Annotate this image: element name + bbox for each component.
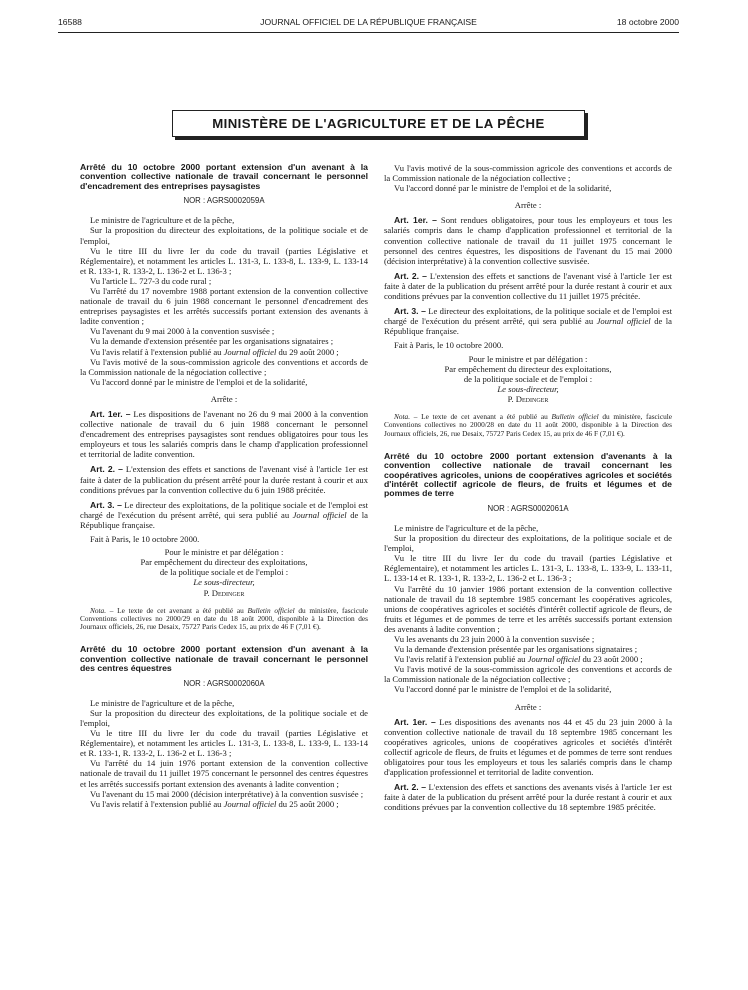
paragraph: Le ministre de l'agriculture et de la pêche, bbox=[90, 215, 235, 226]
paragraph: Vu l'accord donné par le ministre de l'emploi et de la solidarité, bbox=[394, 183, 612, 194]
article-text: de la République française. bbox=[80, 509, 368, 530]
paragraph bbox=[80, 799, 368, 809]
article-text: L'extension des effets et sanctions des avenants visés à l'article 1er est faite à dater de la publication du présent arrêté pour la durée restant à courir et aux conditions prévues par la convention collective du 18 septembre 1985 précitée. bbox=[384, 782, 672, 813]
paragraph: Vu l'article L. 727-3 du code rural ; bbox=[90, 275, 212, 286]
paragraph: Vu la demande d'extension présentée par les organisations signataires ; bbox=[394, 644, 638, 655]
signature-line: Le sous-directeur, bbox=[497, 383, 559, 394]
arrete-heading: Arrête : bbox=[514, 200, 542, 211]
article-3 bbox=[80, 500, 368, 530]
paragraph: Sur la proposition du directeur des exploitations, de la politique sociale et de l'emploi, bbox=[80, 707, 368, 728]
article-1 bbox=[384, 215, 672, 265]
page-number: 16588 bbox=[58, 17, 82, 27]
article-label: Art. 1er. – bbox=[90, 409, 131, 419]
paragraph: Vu la demande d'extension présentée par les organisations signataires ; bbox=[90, 336, 334, 347]
arrete-1-title: Arrêté du 10 octobre 2000 portant extension d'un avenant à la convention collective nationale de travail concernant le personnel d'encadrement des entreprises paysagistes bbox=[80, 162, 368, 191]
running-header bbox=[58, 17, 679, 31]
paragraph: Vu l'arrêté du 17 novembre 1988 portant extension de la convention collective nationale de travail du 6 juin 1988 concernant le personnel d'encadrement des entreprises paysagistes et les arrêtés successifs portant extension des avenants à ladite convention ; bbox=[80, 285, 368, 327]
signature-line: Pour le ministre et par délégation : bbox=[164, 547, 284, 558]
journal-title: JOURNAL OFFICIEL DE LA RÉPUBLIQUE FRANÇAISE bbox=[260, 17, 477, 27]
signature-line: Par empêchement du directeur des exploitations, bbox=[140, 557, 308, 568]
article-1 bbox=[80, 409, 368, 459]
nota bbox=[80, 607, 368, 632]
paragraph: Sur la proposition du directeur des exploitations, de la politique sociale et de l'emploi, bbox=[80, 225, 368, 246]
article-2 bbox=[384, 782, 672, 812]
signatory-name: P. Dedinger bbox=[507, 393, 549, 404]
signature-line: Par empêchement du directeur des exploitations, bbox=[444, 363, 612, 374]
nota-label: Nota. bbox=[90, 605, 107, 615]
article-text: Le directeur des exploitations, de la politique sociale et de l'emploi est chargé de l'exécution du présent arrêté, qui sera publié au bbox=[384, 306, 672, 327]
signatory-name: P. Dedinger bbox=[203, 587, 245, 598]
journal-officiel-ref: Journal officiel bbox=[596, 316, 651, 327]
right-column bbox=[384, 163, 672, 813]
nota-text: – Le texte de cet avenant a été publié au bbox=[106, 605, 248, 615]
nota-text: – Le texte de cet avenant a été publié au bbox=[410, 411, 552, 421]
paragraph: Vu l'avis motivé de la sous-commission agricole des conventions et accords de la Commission nationale de la négociation collective ; bbox=[384, 664, 672, 685]
paragraph: Sur la proposition du directeur des exploitations, de la politique sociale et de l'emploi, bbox=[384, 533, 672, 554]
article-text: de la République française. bbox=[384, 316, 672, 337]
fait-a-paris: Fait à Paris, le 10 octobre 2000. bbox=[90, 534, 200, 545]
arrete-2-nor: NOR : AGRS0002060A bbox=[183, 678, 265, 688]
arrete-heading: Arrête : bbox=[514, 701, 542, 712]
article-2 bbox=[384, 271, 672, 301]
paragraph: Vu l'arrêté du 10 janvier 1986 portant extension de la convention collective nationale de travail du 18 septembre 1985 concernant les coopératives agricoles, unions de coopératives agricoles et sociétés d'intérêt collectif agricole de fleurs, de fruits et légumes et de pommes de terre et les arrêtés successifs portant extension des avenants à ladite convention ; bbox=[384, 583, 672, 634]
article-label: Art. 2. – bbox=[394, 270, 427, 281]
nota-text: du ministère, fascicule Conventions collectives no 2000/29 en date du 18 août 2000, disponible à la Direction des Journaux officiels, 26, rue Desaix, 75727 Paris Cedex 15, au prix de 46 F (7,01 €). bbox=[80, 605, 368, 632]
paragraph: Le ministre de l'agriculture et de la pêche, bbox=[90, 697, 235, 708]
nota bbox=[384, 413, 672, 438]
nota-label: Nota. bbox=[394, 411, 411, 421]
bulletin-officiel-ref: Bulletin officiel bbox=[551, 411, 599, 421]
article-1 bbox=[384, 717, 672, 778]
journal-officiel-ref: Journal officiel bbox=[292, 509, 347, 520]
journal-officiel-ref: Journal officiel bbox=[527, 654, 581, 665]
text-run: du 25 août 2000 ; bbox=[276, 798, 339, 809]
paragraph: Le ministre de l'agriculture et de la pêche, bbox=[394, 522, 539, 533]
signature-line: Le sous-directeur, bbox=[193, 577, 255, 588]
paragraph: Vu l'avis motivé de la sous-commission agricole des conventions et accords de la Commission nationale de la négociation collective ; bbox=[80, 356, 368, 377]
text-run: du 23 août 2000 ; bbox=[580, 654, 643, 665]
text-run: Vu l'avis relatif à l'extension publié au bbox=[394, 654, 528, 665]
bulletin-officiel-ref: Bulletin officiel bbox=[247, 605, 295, 615]
arrete-2-title: Arrêté du 10 octobre 2000 portant extension d'un avenant à la convention collective nationale de travail concernant le personnel des centres équestres bbox=[80, 644, 368, 674]
header-rule bbox=[58, 32, 679, 33]
paragraph: Vu le titre III du livre Ier du code du travail (parties Législative et Réglementaire), et notamment les articles L. 131-3, L. 133-8, L. 133-9, L. 133-11, L. 133-14 et R. 133-1, R. 133-2, L. 136-2 et L. 136-3 ; bbox=[384, 553, 672, 584]
ministry-title: MINISTÈRE DE L'AGRICULTURE ET DE LA PÊCHE bbox=[212, 116, 545, 131]
paragraph bbox=[80, 347, 368, 357]
text-run: Vu l'avis relatif à l'extension publié au bbox=[90, 346, 224, 357]
paragraph: Vu l'accord donné par le ministre de l'emploi et de la solidarité, bbox=[394, 684, 612, 695]
article-label: Art. 3. – bbox=[394, 306, 426, 317]
signature-line: de la politique sociale et de l'emploi : bbox=[463, 373, 593, 384]
left-column bbox=[80, 163, 368, 809]
paragraph: Vu les avenants du 23 juin 2000 à la convention susvisée ; bbox=[394, 634, 595, 645]
article-text: Les dispositions de l'avenant no 26 du 9 mai 2000 à la convention collective nationale de travail du 6 juin 1988 concernant le personnel d'encadrement des entreprises paysagistes sont rendues obligatoires pour tous les employeurs et tous les salariés compris dans le champ d'application professionnel et territorial de ladite convention. bbox=[80, 409, 368, 460]
article-text: Les dispositions des avenants nos 44 et 45 du 23 juin 2000 à la convention collective nationale de travail du 18 septembre 1985 concernant les coopératives agricoles, unions de coopératives agricoles et sociétés d'intérêt collectif agricole de fleurs, de fruits et légumes et de pommes de terre sont rendues obligatoires pour tous les employeurs et tous les salariés compris dans le champ d'application professionnel et territorial de ladite convention. bbox=[384, 716, 673, 778]
article-text: Sont rendues obligatoires, pour tous les employeurs et tous les salariés compris dans le champ d'application professionnel et territorial de la convention collective nationale de travail du 11 juillet 1975 concernant le personnel des centres équestres, les dispositions de l'avenant du 15 mai 2000 (décision interprétative) à la convention collective susvisée. bbox=[384, 215, 672, 266]
signature-line: de la politique sociale et de l'emploi : bbox=[159, 567, 289, 578]
ministry-title-box bbox=[172, 110, 585, 137]
article-label: Art. 2. – bbox=[394, 782, 427, 793]
journal-officiel-ref: Journal officiel bbox=[223, 798, 277, 809]
paragraph: Vu l'avenant du 9 mai 2000 à la convention susvisée ; bbox=[90, 326, 275, 337]
paragraph: Vu le titre III du livre Ier du code du travail (parties Législative et Réglementaire), et notamment les articles L. 131-3, L. 133-8, L. 133-9, L. 133-14 et R. 133-1, R. 133-2, L. 136-2 et L. 136-3 ; bbox=[80, 245, 368, 276]
paragraph: Vu l'avis motivé de la sous-commission agricole des conventions et accords de la Commission nationale de la négociation collective ; bbox=[384, 163, 672, 184]
article-text: L'extension des effets et sanctions de l'avenant visé à l'article 1er est faite à dater de la publication du présent arrêté pour la durée restant à courir et aux conditions prévues par la convention collective du 6 juin 1988 précitée. bbox=[80, 464, 368, 495]
text-run: du 29 août 2000 ; bbox=[276, 346, 339, 357]
arrete-3-title: Arrêté du 10 octobre 2000 portant extension d'avenants à la convention collective nationale de travail concernant les coopératives agricoles, unions de coopératives agricoles et sociétés d'intérêt collectif agricole de fleurs, de fruits et légumes et de pommes de terre bbox=[384, 450, 672, 499]
paragraph: Vu l'avenant du 15 mai 2000 (décision interprétative) à la convention susvisée ; bbox=[90, 788, 364, 799]
arrete-heading: Arrête : bbox=[210, 393, 238, 404]
article-2 bbox=[80, 464, 368, 494]
text-run: Vu l'avis relatif à l'extension publié au bbox=[90, 798, 224, 809]
arrete-1-nor: NOR : AGRS0002059A bbox=[183, 196, 265, 206]
arrete-3-nor: NOR : AGRS0002061A bbox=[487, 503, 569, 513]
journal-officiel-ref: Journal officiel bbox=[223, 346, 277, 357]
article-label: Art. 2. – bbox=[90, 464, 123, 475]
fait-a-paris: Fait à Paris, le 10 octobre 2000. bbox=[394, 340, 504, 351]
article-3 bbox=[384, 306, 672, 336]
article-label: Art. 3. – bbox=[90, 499, 122, 510]
article-text: L'extension des effets et sanctions de l'avenant visé à l'article 1er est faite à dater de la publication du présent arrêté pour la durée restant à courir et aux conditions prévues par la convention collective du 11 juillet 1975 précitée. bbox=[384, 270, 672, 302]
nota-text: du ministère, fascicule Conventions collectives no 2000/28 en date du 11 août 2000, disponible à la Direction des Journaux officiels, 26, rue Desaix, 75727 Paris Cedex 15, au prix de 46 F (7,01 €). bbox=[384, 411, 672, 438]
paragraph bbox=[384, 654, 672, 664]
article-text: Le directeur des exploitations, de la politique sociale et de l'emploi est chargé de l'exécution du présent arrêté, qui sera publié au bbox=[80, 499, 368, 520]
issue-date: 18 octobre 2000 bbox=[616, 17, 679, 27]
paragraph: Vu l'accord donné par le ministre de l'emploi et de la solidarité, bbox=[90, 376, 308, 387]
paragraph: Vu le titre III du livre Ier du code du travail (parties Législative et Réglementaire), et notamment les articles L. 131-3, L. 133-8, L. 133-9, L. 133-14 et R. 133-1, R. 133-2, L. 136-2 et L. 136-3 ; bbox=[80, 728, 368, 759]
article-label: Art. 1er. – bbox=[394, 215, 437, 226]
paragraph: Vu l'arrêté du 14 juin 1976 portant extension de la convention collective nationale de travail du 11 juillet 1975 concernant le personnel des centres équestres et les arrêtés successifs portant extension des avenants à ladite convention ; bbox=[80, 758, 368, 789]
article-label: Art. 1er. – bbox=[394, 716, 436, 727]
signature-line: Pour le ministre et par délégation : bbox=[468, 353, 588, 364]
